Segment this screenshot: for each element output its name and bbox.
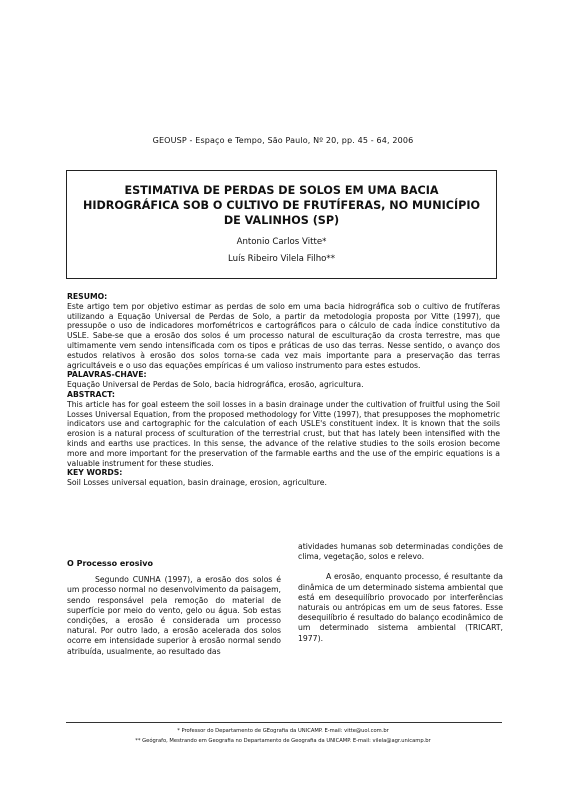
right-column xyxy=(298,542,503,644)
section-title: O Processo erosivo xyxy=(67,559,153,568)
palavras-chave-text: Equação Universal de Perdas de Solo, bacia hidrográfica, erosão, agricultura. xyxy=(67,380,364,390)
abstract-heading: ABSTRACT: xyxy=(67,389,115,399)
key-words-text: Soil Losses universal equation, basin drainage, erosion, agriculture. xyxy=(67,478,327,488)
footnote-divider xyxy=(66,722,502,723)
author-2: Luís Ribeiro Vilela Filho** xyxy=(227,254,336,264)
key-words-heading: KEY WORDS: xyxy=(67,468,123,478)
abstracts-block xyxy=(67,292,500,488)
resumo-heading: RESUMO: xyxy=(67,292,108,301)
footnote-2: ** Geógrafo, Mestrando em Geografia no Departamento de Geografia da UNICAMP. E-mail: vilela@agr.unicamp.br xyxy=(135,738,431,744)
article-title: ESTIMATIVA DE PERDAS DE SOLOS EM UMA BACIA HIDROGRÁFICA SOB O CULTIVO DE FRUTÍFERAS, NO MUNICÍPIO DE VALINHOS (SP) xyxy=(82,184,481,227)
footnote-1: * Professor do Departamento de GEografia da UNICAMP. E-mail: vitte@uol.com.br xyxy=(177,728,389,734)
right-column-paragraph-1: atividades humanas sob determinadas condições de clima, vegetação, solos e relevo. xyxy=(298,542,503,562)
author-1: Antonio Carlos Vitte* xyxy=(236,237,327,247)
abstract-text: This article has for goal esteem the soil losses in a basin drainage under the cultivation of fruitful using the Soil Losses Universal Equation, from the proposed methodology for Vitte (1997), that presupposes the mophometric indicators use and cartographic for the calculation of each USLE's constituent index. It is known that the soils erosion is a natural process of sculturation of the terrestrial crust, but that has lately been intensified with the kinds and earths use practices. In this sense, the advance of the relative studies to the soils erosion become more and more important for the preservation of the farmable earths and the use of the empiric equations is a valuable instrument for these studies. xyxy=(67,399,500,468)
left-column-paragraph: Segundo CUNHA (1997), a erosão dos solos é um processo normal no desenvolvimento da paisagem, sendo responsável pela remoção do material de superfície por meio do vento, gelo ou água. Sob estas condições, a erosão é considerada um processo natural. Por outro lado, a erosão acelerada dos solos ocorre em intensidade superior à erosão normal sendo atribuída, usualmente, ao resultado das xyxy=(67,575,281,656)
palavras-chave-heading: PALAVRAS-CHAVE: xyxy=(67,370,147,380)
journal-citation: GEOUSP - Espaço e Tempo, São Paulo, Nº 20, pp. 45 - 64, 2006 xyxy=(152,136,414,145)
left-column xyxy=(67,559,281,657)
title-box xyxy=(66,170,497,279)
right-column-paragraph-2: A erosão, enquanto processo, é resultante da dinâmica de um determinado sistema ambiental que está em desequilíbrio provocado por interferências naturais ou antrópicas em um de seus fatores. Esse desequilíbrio é resultado do balanço ecodinâmico de um determinado sistema ambiental (TRICART, 1977). xyxy=(298,572,503,643)
resumo-text: Este artigo tem por objetivo estimar as perdas de solo em uma bacia hidrográfica sob o cultivo de frutíferas utilizando a Equação Universal de Perdas de Solo, a partir da metodologia proposta por Vitte (1997), que pressupõe o uso de indicadores morfométricos e cartográficos para o cálculo de cada índice constitutivo da USLE. Sabe-se que a erosão dos solos é um processo natural de esculturação da crosta terrestre, mas que ultimamente vem sendo intensificada com os tipos e práticas de uso das terras. Nesse sentido, o avanço dos estudos relativos à erosão dos solos torna-se cada vez mais importante para a preservação das terras agricultáveis e o uso das equações empíricas é um valioso instrumento para estes estudos. xyxy=(67,301,500,370)
